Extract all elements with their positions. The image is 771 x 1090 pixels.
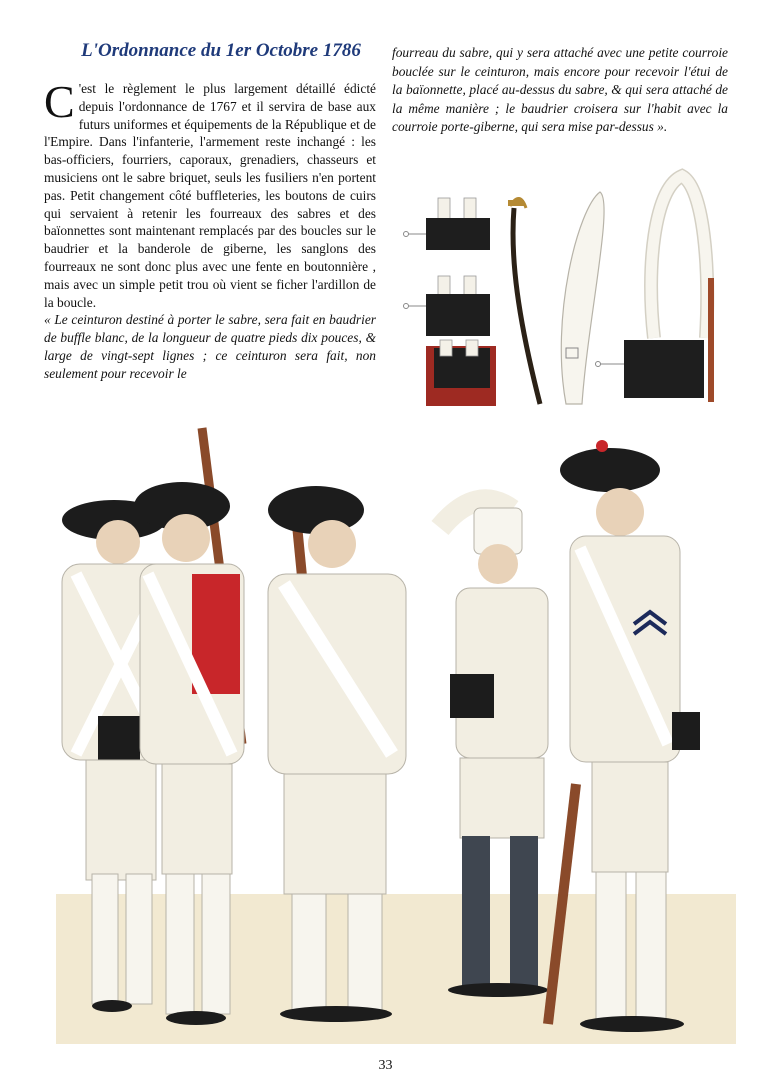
body-paragraph (44, 76, 376, 311)
soldiers-illustration (36, 424, 736, 1048)
bayonet-frog-middle (404, 276, 491, 336)
page-number: 33 (378, 1058, 393, 1073)
left-column (44, 76, 376, 383)
left-column-quote: « Le ceinturon destiné à porter le sabre, sera fait en baudrier de buffle blanc, de la longueur de quatre pieds dix pouces, & large de vingt-sept lignes ; ce ceinturon sera fait, non seulement pour recevoir le (44, 312, 376, 381)
right-column-quote: fourreau du sabre, qui y sera attaché avec une petite courroie bouclée sur le ceinturon, mais encore pour recevoir l'étui de la baïonnette, placé au-dessus du sabre, & qui sera attaché de la même manière ; le baudrier croisera sur l'habit avec la courroie porte-giberne, qui sera mise par-dessus ». (392, 45, 728, 135)
sabre-briquet (508, 198, 540, 404)
equipment-illustration (392, 168, 728, 416)
cartridge-box-sling (596, 176, 715, 402)
sword-baldric (561, 192, 604, 404)
bayonet-frog-top (404, 198, 491, 250)
drop-cap: C (44, 76, 75, 127)
page-title: L'Ordonnance du 1er Octobre 1786 (81, 40, 361, 61)
bayonet-frog-bottom (426, 340, 496, 406)
body-text: 'est le règlement le plus largement détaillé édicté depuis l'ordonnance de 1767 et il servira de base aux futurs uniformes et équipements de la République et de l'Empire. Dans l'infanterie, l'armement reste inchangé : les bas-officiers, fourriers, caporaux, grenadiers, chasseurs et musiciens ont le sabre briquet, seuls les fusiliers n'en portent pas. Petit changement côté buffleteries, les boutons de cuirs qui servaient à retenir les fourreaux des sabres et des baïonnettes sont maintenant remplacés par des boucles sur le baudrier et la banderole de giberne, les sanglons des fourreaux ne sont donc plus avec une fente en boutonnière , mais avec un simple petit trou où vient se ficher l'ardillon de la boucle. (44, 81, 376, 310)
